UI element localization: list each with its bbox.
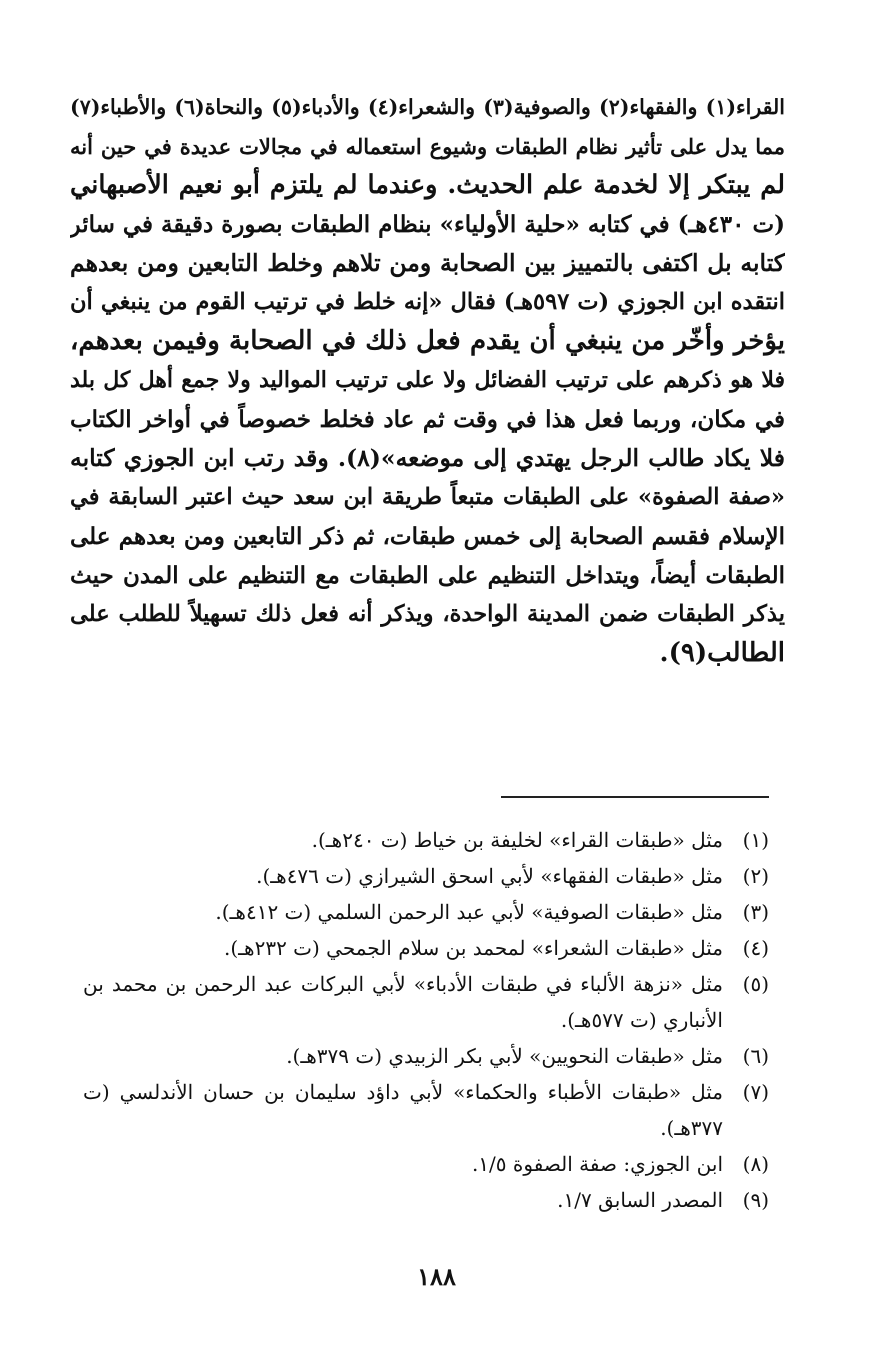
footnote-number: (٦) [742, 1044, 769, 1068]
text-line: الطالب(٩). [659, 638, 785, 668]
footnote-text: مثل «طبقات الصوفية» لأبي عبد الرحمن السلمي (ت ٤١٢هـ). [215, 900, 723, 924]
footnote-number: (٣) [742, 900, 769, 924]
footnote-number: (٥) [742, 972, 769, 996]
footnote-number: (٤) [742, 936, 769, 960]
text-line: لم يبتكر إلا لخدمة علم الحديث. وعندما لم يلتزم أبو نعيم الأصبهاني [70, 170, 785, 200]
text-line: مما يدل على تأثير نظام الطبقات وشيوع استعماله في مجالات عديدة في حين أنه [70, 134, 785, 159]
text-line: يؤخر وأخّر من ينبغي أن يقدم فعل ذلك في الصحابة وفيمن بعدهم، [70, 326, 785, 356]
text-line: في مكان، وربما فعل هذا في وقت ثم عاد فخلط خصوصاً في أواخر الكتاب [70, 406, 785, 433]
footnote-item [83, 1182, 769, 1218]
footnote-item [83, 930, 769, 966]
footnote-item [83, 1038, 769, 1074]
footnote-number: (٨) [742, 1152, 769, 1176]
text-line: (ت ٤٣٠هـ) في كتابه «حلية الأولياء» بنظام الطبقات بصورة دقيقة في سائر [70, 211, 785, 238]
footnote-item [83, 894, 769, 930]
footnote-item [83, 1074, 769, 1146]
footnote-number: (٩) [742, 1188, 769, 1212]
text-line: القراء(١) والفقهاء(٢) والصوفية(٣) والشعراء(٤) والأدباء(٥) والنحاة(٦) والأطباء(٧) [70, 95, 785, 119]
footnote-text: مثل «طبقات النحويين» لأبي بكر الزبيدي (ت ٣٧٩هـ). [286, 1044, 723, 1068]
text-line: يذكر الطبقات ضمن المدينة الواحدة، ويذكر أنه فعل ذلك تسهيلاً للطلب على [70, 601, 785, 627]
text-line: كتابه بل اكتفى بالتمييز بين الصحابة ومن تلاهم وخلط التابعين ومن بعدهم [70, 249, 785, 277]
page-number: ١٨٨ [417, 1262, 456, 1291]
text-line: فلا يكاد طالب الرجل يهتدي إلى موضعه»(٨). وقد رتب ابن الجوزي كتابه [70, 444, 785, 472]
footnote-number: (٧) [742, 1080, 769, 1104]
footnotes-list [83, 822, 769, 1218]
footnote-text: مثل «طبقات الشعراء» لمحمد بن سلام الجمحي (ت ٢٣٢هـ). [224, 936, 723, 960]
text-line: الإسلام فقسم الصحابة إلى خمس طبقات، ثم ذكر التابعين ومن بعدهم على [70, 523, 785, 550]
text-line: «صفة الصفوة» على الطبقات متبعاً طريقة ابن سعد حيث اعتبر السابقة في [70, 484, 785, 510]
footnote-separator [501, 796, 769, 798]
text-line: فلا هو ذكرهم على ترتيب الفضائل ولا على ترتيب المواليد ولا جمع أهل كل بلد [70, 367, 785, 393]
footnote-item [83, 966, 769, 1038]
footnote-text: المصدر السابق ١/٧. [557, 1188, 723, 1212]
page-body [70, 88, 785, 673]
footnote-text: مثل «نزهة الألباء في طبقات الأدباء» لأبي البركات عبد الرحمن بن محمد بن الأنباري (ت ٥٧٧هـ). [83, 972, 723, 1032]
footnote-item [83, 858, 769, 894]
footnote-text: مثل «طبقات الأطباء والحكماء» لأبي داؤد سليمان بن حسان الأندلسي (ت ٣٧٧هـ). [83, 1080, 723, 1140]
main-paragraph [70, 88, 785, 673]
footnote-item [83, 822, 769, 858]
footnote-number: (٢) [742, 864, 769, 888]
text-line: الطبقات أيضاً، ويتداخل التنظيم على الطبقات مع التنظيم على المدن حيث [70, 562, 785, 589]
footnote-item [83, 1146, 769, 1182]
footnote-number: (١) [742, 828, 769, 852]
footnote-text: مثل «طبقات القراء» لخليفة بن خياط (ت ٢٤٠هـ). [311, 828, 723, 852]
footnote-text: مثل «طبقات الفقهاء» لأبي اسحق الشيرازي (ت ٤٧٦هـ). [256, 864, 723, 888]
footnote-text: ابن الجوزي: صفة الصفوة ١/٥. [471, 1152, 723, 1176]
text-line: انتقده ابن الجوزي (ت ٥٩٧هـ) فقال «إنه خلط في ترتيب القوم من ينبغي أن [70, 289, 785, 315]
